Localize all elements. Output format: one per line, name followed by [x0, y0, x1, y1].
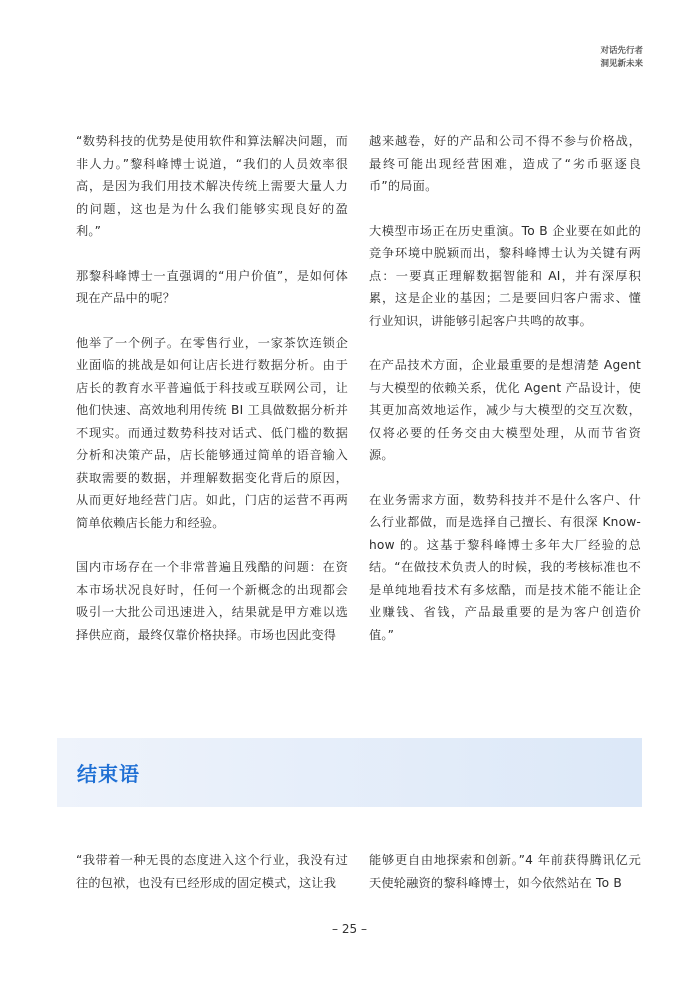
header-line-1: 对话先行者 — [600, 46, 643, 56]
bottom-right-column — [369, 849, 641, 916]
left-column — [76, 130, 348, 668]
paragraph: 能够更自由地探索和创新。”4 年前获得腾讯亿元天使轮融资的黎科峰博士，如今依然站在 To B — [369, 853, 641, 890]
page-header — [600, 45, 643, 71]
right-column — [369, 130, 641, 668]
section-title: 结束语 — [77, 762, 140, 786]
paragraph: 他举了一个例子。在零售行业，一家茶饮连锁企业面临的挑战是如何让店长进行数据分析。由于店长的教育水平普遍低于科技或互联网公司，让他们快速、高效地利用传统 BI 工具做数据分析并不现实。而通过数势科技对话式、低门槛的数据分析和决策产品，店长能够通过简单的语音输入获取需要的数据，并理解数据变化背后的原因，从而更好地经营门店。如此，门店的运营不再两简单依赖店长能力和经验。 — [76, 335, 348, 530]
paragraph: 越来越卷，好的产品和公司不得不参与价格战，最终可能出现经营困难，造成了“劣币驱逐良币”的局面。 — [369, 134, 641, 193]
paragraph: 大模型市场正在历史重演。To B 企业要在如此的竞争环境中脱颖而出，黎科峰博士认为关键有两点：一要真正理解数据智能和 AI，并有深厚积累，这是企业的基因；二是要回归客户需求、懂行业知识，讲能够引起客户共鸣的故事。 — [369, 223, 641, 328]
paragraph: “数势科技的优势是使用软件和算法解决问题，而非人力。”黎科峰博士说道，“我们的人员效率很高，是因为我们用技术解决传统上需要大量人力的问题，这也是为什么我们能够实现良好的盈利。” — [76, 134, 348, 238]
bottom-left-column — [76, 849, 348, 916]
paragraph: 国内市场存在一个非常普遍且残酷的问题：在资本市场状况良好时，任何一个新概念的出现都会吸引一大批公司迅速进入，结果就是甲方难以选择供应商，最终仅靠价格抉择。市场也因此变得 — [76, 560, 348, 642]
header-line-2: 洞见新未来 — [600, 59, 643, 69]
page-number: – 25 – — [332, 922, 367, 936]
paragraph: 在产品技术方面，企业最重要的是想清楚 Agent 与大模型的依赖关系，优化 Agent 产品设计，使其更加高效地运作，减少与大模型的交互次数，仅将必要的任务交由大模型处理，从而节省资源。 — [369, 358, 641, 462]
paragraph: 在业务需求方面，数势科技并不是什么客户、什么行业都做，而是选择自己擅长、有很深 Know-how 的。这基于黎科峰博士多年大厂经验的总结。“在做技术负责人的时候，我的考核标准也不是单纯地看技术有多炫酷，而是技术能不能让企业赚钱、省钱，产品最重要的是为客户创造价值。” — [369, 492, 641, 642]
paragraph: “我带着一种无畏的态度进入这个行业，我没有过往的包袱，也没有已经形成的固定模式，这让我 — [76, 853, 348, 890]
paragraph: 那黎科峰博士一直强调的“用户价值”，是如何体现在产品中的呢？ — [76, 268, 348, 305]
section-banner — [57, 738, 642, 807]
